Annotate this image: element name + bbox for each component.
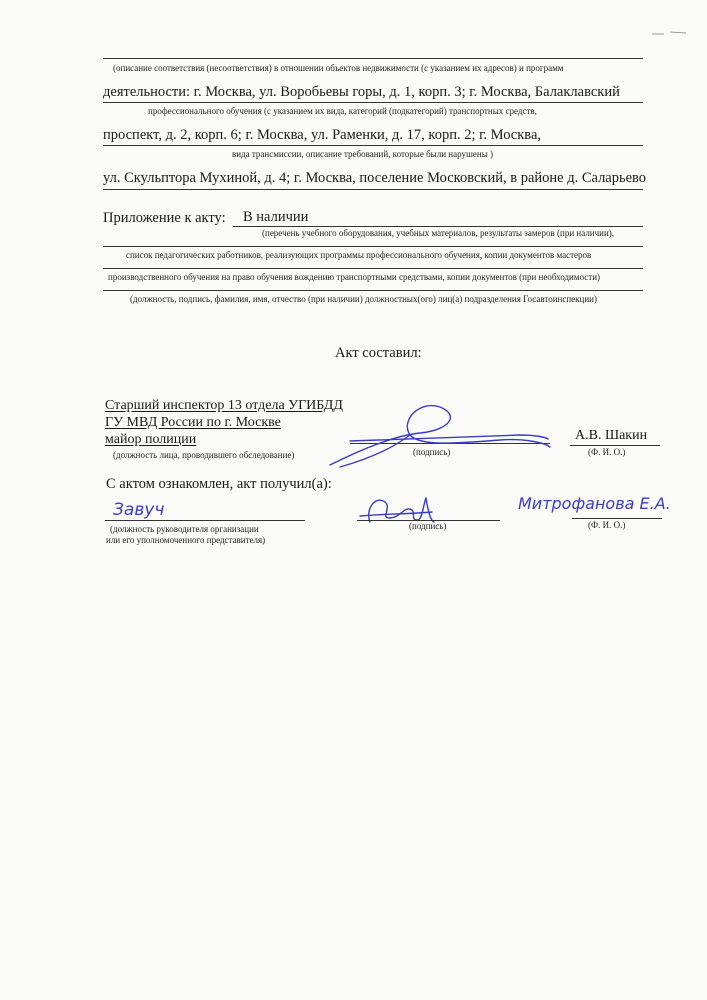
acknowledged-heading: С актом ознакомлен, акт получил(а): <box>106 476 332 492</box>
caption-inspector-name: (Ф. И. О.) <box>588 447 626 457</box>
caption-reader-position-1: (должность руководителя организации <box>110 524 259 534</box>
pencil-mark <box>650 26 690 40</box>
rule-inspector-name <box>570 445 660 446</box>
caption-inspector-position: (должность лица, проводившего обследование) <box>113 450 295 460</box>
inspector-position-3: майор полиции <box>105 432 197 447</box>
caption-conformity: (описание соответствия (несоответствия) в отношении объектов недвижимости (с указанием их адресов) и программ <box>113 63 564 73</box>
caption-program: профессионального обучения (с указанием их вида, категорий (подкатегорий) транспортных средств, <box>148 106 537 116</box>
rule-top <box>103 58 643 59</box>
caption-reader-signature: (подпись) <box>409 521 447 531</box>
rule-reader-position <box>105 520 305 521</box>
caption-officials: (должность, подпись, фамилия, имя, отчество (при наличии) должностных(ого) лиц(а) подразделения Госавтоинспекции) <box>130 294 597 304</box>
inspector-signature <box>310 395 560 475</box>
caption-reader-name: (Ф. И. О.) <box>588 520 626 530</box>
caption-transmission: вида трансмиссии, описание требований, которые были нарушены ) <box>232 149 493 159</box>
appendix-label: Приложение к акту: <box>103 210 226 226</box>
rule-teachers <box>103 246 643 247</box>
inspector-position-1: Старший инспектор 13 отдела УГИБДД <box>105 398 343 413</box>
rule-appendix <box>233 226 643 227</box>
address-line-3: ул. Скульптора Мухиной, д. 4; г. Москва, поселение Московский, в районе д. Саларьево <box>103 170 647 186</box>
rule-officials <box>103 290 643 291</box>
handwritten-position: Завуч <box>113 500 165 520</box>
rule-line-2 <box>103 145 643 146</box>
rule-line-1 <box>103 102 643 103</box>
rule-reader-name <box>572 518 662 519</box>
rule-masters <box>103 268 643 269</box>
compiled-heading: Акт составил: <box>335 345 422 361</box>
appendix-value: В наличии <box>243 209 309 225</box>
caption-reader-position-2: или его уполномоченного представителя) <box>106 535 266 545</box>
address-line-1: деятельности: г. Москва, ул. Воробьевы горы, д. 1, корп. 3; г. Москва, Балаклавский <box>103 84 620 100</box>
address-line-2: проспект, д. 2, корп. 6; г. Москва, ул. Раменки, д. 17, корп. 2; г. Москва, <box>103 127 542 143</box>
inspector-position-2: ГУ МВД России по г. Москве <box>105 415 281 430</box>
rule-line-3 <box>103 189 643 190</box>
caption-teachers: список педагогических работников, реализующих программы профессионального обучения, копии документов мастеров <box>126 250 592 260</box>
caption-equipment: (перечень учебного оборудования, учебных материалов, результаты замеров (при наличии), <box>262 228 615 238</box>
inspector-name: А.В. Шакин <box>575 428 648 443</box>
handwritten-name: Митрофанова Е.А. <box>518 494 671 513</box>
caption-inspector-signature: (подпись) <box>413 447 451 457</box>
caption-masters: производственного обучения на право обучения вождению транспортными средствами, копии документов (при необходимости) <box>108 272 601 282</box>
